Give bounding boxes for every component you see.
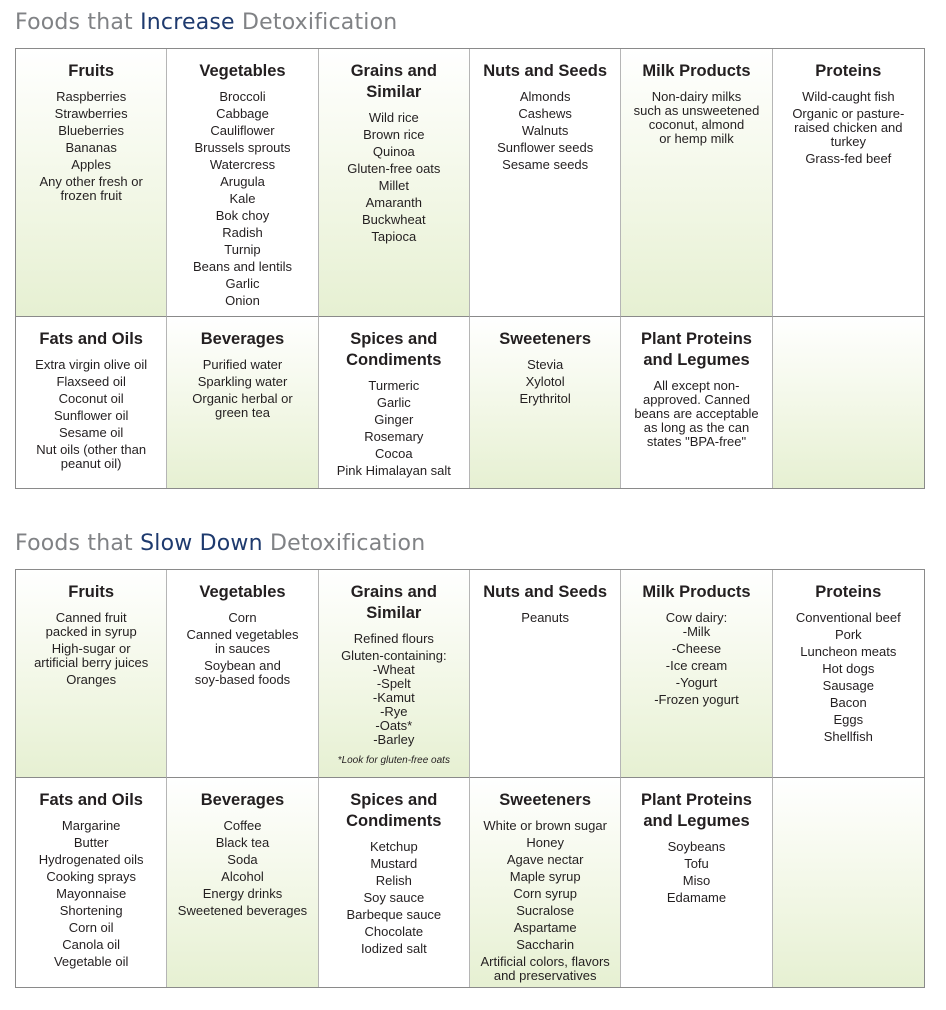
section-title-slow-down	[15, 531, 425, 556]
title-highlight: Slow Down	[140, 531, 263, 556]
category-heading: Plant Proteins and Legumes	[641, 330, 752, 369]
food-list	[20, 611, 162, 687]
category-cell-fats-and-oils	[16, 778, 167, 987]
food-item: All except non- approved. Canned beans are acceptable as long as the can states "BPA-free"	[634, 378, 759, 449]
food-item: High-sugar or artificial berry juices	[34, 641, 149, 670]
food-item: Brussels sprouts	[194, 140, 291, 155]
food-item: Turmeric	[368, 378, 420, 393]
category-cell-vegetables	[167, 570, 318, 778]
food-item: Hot dogs	[822, 661, 875, 676]
category-heading: Spices and Condiments	[346, 330, 442, 369]
category-cell-fruits	[16, 570, 167, 778]
food-item: Mustard	[370, 856, 418, 871]
food-item: Onion	[225, 293, 260, 308]
food-item: Tofu	[684, 856, 709, 871]
food-list	[171, 611, 313, 687]
food-item: Rosemary	[364, 429, 424, 444]
food-list	[171, 90, 313, 308]
food-item: Soybean and soy-based foods	[194, 658, 291, 687]
section-title-increase	[15, 10, 397, 35]
category-heading: Milk Products	[642, 583, 751, 601]
food-item: Brown rice	[363, 127, 425, 142]
food-item: Walnuts	[521, 123, 569, 138]
category-heading: Plant Proteins and Legumes	[641, 791, 752, 830]
food-item: Millet	[378, 178, 409, 193]
category-cell-fats-and-oils	[16, 317, 167, 488]
food-item: Sunflower seeds	[497, 140, 594, 155]
food-item: Stevia	[527, 357, 564, 372]
category-cell-proteins	[773, 49, 924, 317]
food-item: Wild-caught fish	[802, 89, 895, 104]
title-prefix: Foods that	[15, 531, 141, 556]
category-heading: Sweeteners	[499, 330, 592, 348]
food-list	[777, 611, 920, 744]
food-item: Sweetened beverages	[177, 903, 308, 918]
food-item: Peanuts	[521, 610, 569, 625]
food-item: Pink Himalayan salt	[336, 463, 451, 478]
food-item: Canola oil	[62, 937, 121, 952]
food-item: Purified water	[202, 357, 283, 372]
title-highlight: Increase	[140, 10, 235, 35]
food-list	[474, 611, 616, 625]
food-list	[323, 111, 465, 244]
category-heading: Fats and Oils	[39, 791, 143, 809]
food-item: Arugula	[220, 174, 265, 189]
food-item: Ketchup	[369, 839, 418, 854]
food-item: Extra virgin olive oil	[35, 357, 148, 372]
food-list	[474, 358, 616, 406]
food-item: Blueberries	[58, 123, 125, 138]
food-item: Black tea	[215, 835, 270, 850]
food-item: Artificial colors, flavors and preservatives	[480, 954, 610, 983]
category-cell-grains-and-similar	[319, 570, 470, 778]
category-heading: Nuts and Seeds	[483, 583, 608, 601]
category-cell-spices-and-condiments	[319, 778, 470, 987]
category-heading: Proteins	[815, 62, 882, 80]
category-cell-sweeteners	[470, 778, 621, 987]
food-item: Buckwheat	[362, 212, 426, 227]
category-cell-nuts-and-seeds	[470, 49, 621, 317]
food-item: Gluten-containing: -Wheat -Spelt -Kamut -Rye -Oats* -Barley	[341, 648, 447, 747]
food-item: Organic herbal or green tea	[192, 391, 293, 420]
category-cell-nuts-and-seeds	[470, 570, 621, 778]
food-item: Sesame seeds	[502, 157, 589, 172]
category-heading: Sweeteners	[499, 791, 592, 809]
title-prefix: Foods that	[15, 10, 141, 35]
category-heading: Vegetables	[199, 583, 286, 601]
category-heading: Fruits	[68, 62, 115, 80]
food-item: Corn syrup	[513, 886, 577, 901]
food-item: Bananas	[65, 140, 117, 155]
category-heading: Milk Products	[642, 62, 751, 80]
food-item: Wild rice	[368, 110, 419, 125]
food-item: Garlic	[376, 395, 411, 410]
food-list	[625, 90, 767, 146]
food-list	[20, 358, 162, 471]
category-heading: Beverages	[200, 791, 285, 809]
food-item: Agave nectar	[506, 852, 584, 867]
food-item: Bacon	[829, 695, 867, 710]
food-list	[20, 90, 162, 203]
food-item: Any other fresh or frozen fruit	[39, 174, 143, 203]
food-item: Cooking sprays	[46, 869, 136, 884]
empty-cell	[773, 317, 924, 488]
food-item: Xylotol	[525, 374, 565, 389]
food-item: Eggs	[833, 712, 864, 727]
title-suffix: Detoxification	[234, 10, 398, 35]
food-item: Broccoli	[219, 89, 266, 104]
category-cell-beverages	[167, 317, 318, 488]
food-item: Cashews	[518, 106, 572, 121]
category-cell-plant-proteins-and-legumes	[621, 778, 772, 987]
food-item: Alcohol	[221, 869, 264, 884]
category-cell-milk-products	[621, 570, 772, 778]
category-cell-spices-and-condiments	[319, 317, 470, 488]
food-item: Maple syrup	[509, 869, 581, 884]
increase-table	[15, 48, 925, 489]
food-item: Vegetable oil	[53, 954, 129, 969]
category-cell-sweeteners	[470, 317, 621, 488]
food-item: Chocolate	[364, 924, 424, 939]
food-item: Conventional beef	[795, 610, 901, 625]
food-item: Non-dairy milks such as unsweetened coconut, almond or hemp milk	[633, 89, 760, 146]
food-item: Almonds	[519, 89, 571, 104]
food-list	[323, 632, 465, 747]
category-heading: Fats and Oils	[39, 330, 143, 348]
food-item: Sparkling water	[197, 374, 288, 389]
food-item: Bok choy	[215, 208, 270, 223]
food-item: Pork	[834, 627, 862, 642]
food-item: Tapioca	[371, 229, 417, 244]
food-list	[171, 358, 313, 420]
food-item: Turnip	[224, 242, 261, 257]
food-list	[625, 840, 767, 905]
category-cell-beverages	[167, 778, 318, 987]
empty-cell	[773, 778, 924, 987]
food-item: Mayonnaise	[56, 886, 127, 901]
category-heading: Beverages	[200, 330, 285, 348]
food-item: Butter	[73, 835, 109, 850]
category-heading: Nuts and Seeds	[483, 62, 608, 80]
category-cell-vegetables	[167, 49, 318, 317]
category-cell-grains-and-similar	[319, 49, 470, 317]
food-list	[171, 819, 313, 918]
food-list	[625, 611, 767, 707]
food-item: Oranges	[66, 672, 117, 687]
food-item: Cocoa	[375, 446, 413, 461]
food-item: Shortening	[59, 903, 123, 918]
category-heading: Grains and Similar	[350, 583, 437, 622]
food-item: Cow dairy: -Milk	[665, 610, 728, 639]
food-item: Relish	[375, 873, 412, 888]
food-list	[20, 819, 162, 969]
food-item: Coffee	[223, 818, 262, 833]
food-item: Grass-fed beef	[805, 151, 892, 166]
food-item: Nut oils (other than peanut oil)	[36, 442, 147, 471]
food-item: Aspartame	[513, 920, 577, 935]
food-item: -Frozen yogurt	[654, 692, 739, 707]
food-list	[323, 840, 465, 956]
food-item: Refined flours	[353, 631, 434, 646]
food-item: Strawberries	[54, 106, 128, 121]
food-item: Saccharin	[516, 937, 575, 952]
food-item: Canned vegetables in sauces	[186, 627, 299, 656]
food-item: Soy sauce	[363, 890, 425, 905]
food-item: Coconut oil	[58, 391, 124, 406]
food-item: -Cheese	[671, 641, 722, 656]
food-item: White or brown sugar	[483, 818, 607, 833]
food-item: Energy drinks	[202, 886, 283, 901]
title-suffix: Detoxification	[262, 531, 426, 556]
category-heading: Vegetables	[199, 62, 286, 80]
food-item: Luncheon meats	[800, 644, 897, 659]
food-item: Sunflower oil	[53, 408, 129, 423]
food-item: Miso	[682, 873, 711, 888]
footnote: *Look for gluten-free oats	[337, 755, 450, 766]
category-cell-fruits	[16, 49, 167, 317]
food-item: Shellfish	[823, 729, 873, 744]
food-item: -Ice cream	[665, 658, 728, 673]
category-cell-proteins	[773, 570, 924, 778]
category-heading: Grains and Similar	[350, 62, 437, 101]
food-list	[777, 90, 920, 166]
food-list	[474, 90, 616, 172]
food-item: Ginger	[374, 412, 414, 427]
food-item: Erythritol	[519, 391, 571, 406]
food-item: Sausage	[822, 678, 874, 693]
food-item: Honey	[526, 835, 564, 850]
food-item: Sucralose	[516, 903, 575, 918]
food-item: Beans and lentils	[192, 259, 292, 274]
food-item: Raspberries	[56, 89, 127, 104]
food-item: Cabbage	[216, 106, 269, 121]
food-item: Garlic	[225, 276, 260, 291]
food-item: Margarine	[61, 818, 121, 833]
food-item: Gluten-free oats	[347, 161, 441, 176]
food-item: Watercress	[209, 157, 276, 172]
category-heading: Spices and Condiments	[346, 791, 442, 830]
food-item: Sesame oil	[59, 425, 124, 440]
food-list	[625, 379, 767, 449]
food-list	[474, 819, 616, 983]
food-item: -Yogurt	[675, 675, 718, 690]
food-item: Radish	[222, 225, 263, 240]
food-item: Corn	[228, 610, 257, 625]
food-item: Soybeans	[667, 839, 726, 854]
category-heading: Proteins	[815, 583, 882, 601]
food-item: Hydrogenated oils	[38, 852, 144, 867]
food-item: Canned fruit packed in syrup	[45, 610, 137, 639]
category-cell-plant-proteins-and-legumes	[621, 317, 772, 488]
food-list	[323, 379, 465, 478]
food-item: Corn oil	[68, 920, 114, 935]
food-item: Organic or pasture- raised chicken and turkey	[792, 106, 905, 149]
food-item: Flaxseed oil	[56, 374, 126, 389]
food-item: Apples	[71, 157, 112, 172]
category-heading: Fruits	[68, 583, 115, 601]
food-item: Barbeque sauce	[346, 907, 442, 922]
slow-down-table	[15, 569, 925, 988]
food-item: Quinoa	[372, 144, 415, 159]
food-item: Soda	[227, 852, 258, 867]
category-cell-milk-products	[621, 49, 772, 317]
food-item: Cauliflower	[210, 123, 275, 138]
food-item: Kale	[229, 191, 256, 206]
food-item: Edamame	[666, 890, 727, 905]
food-item: Amaranth	[365, 195, 422, 210]
food-item: Iodized salt	[360, 941, 427, 956]
